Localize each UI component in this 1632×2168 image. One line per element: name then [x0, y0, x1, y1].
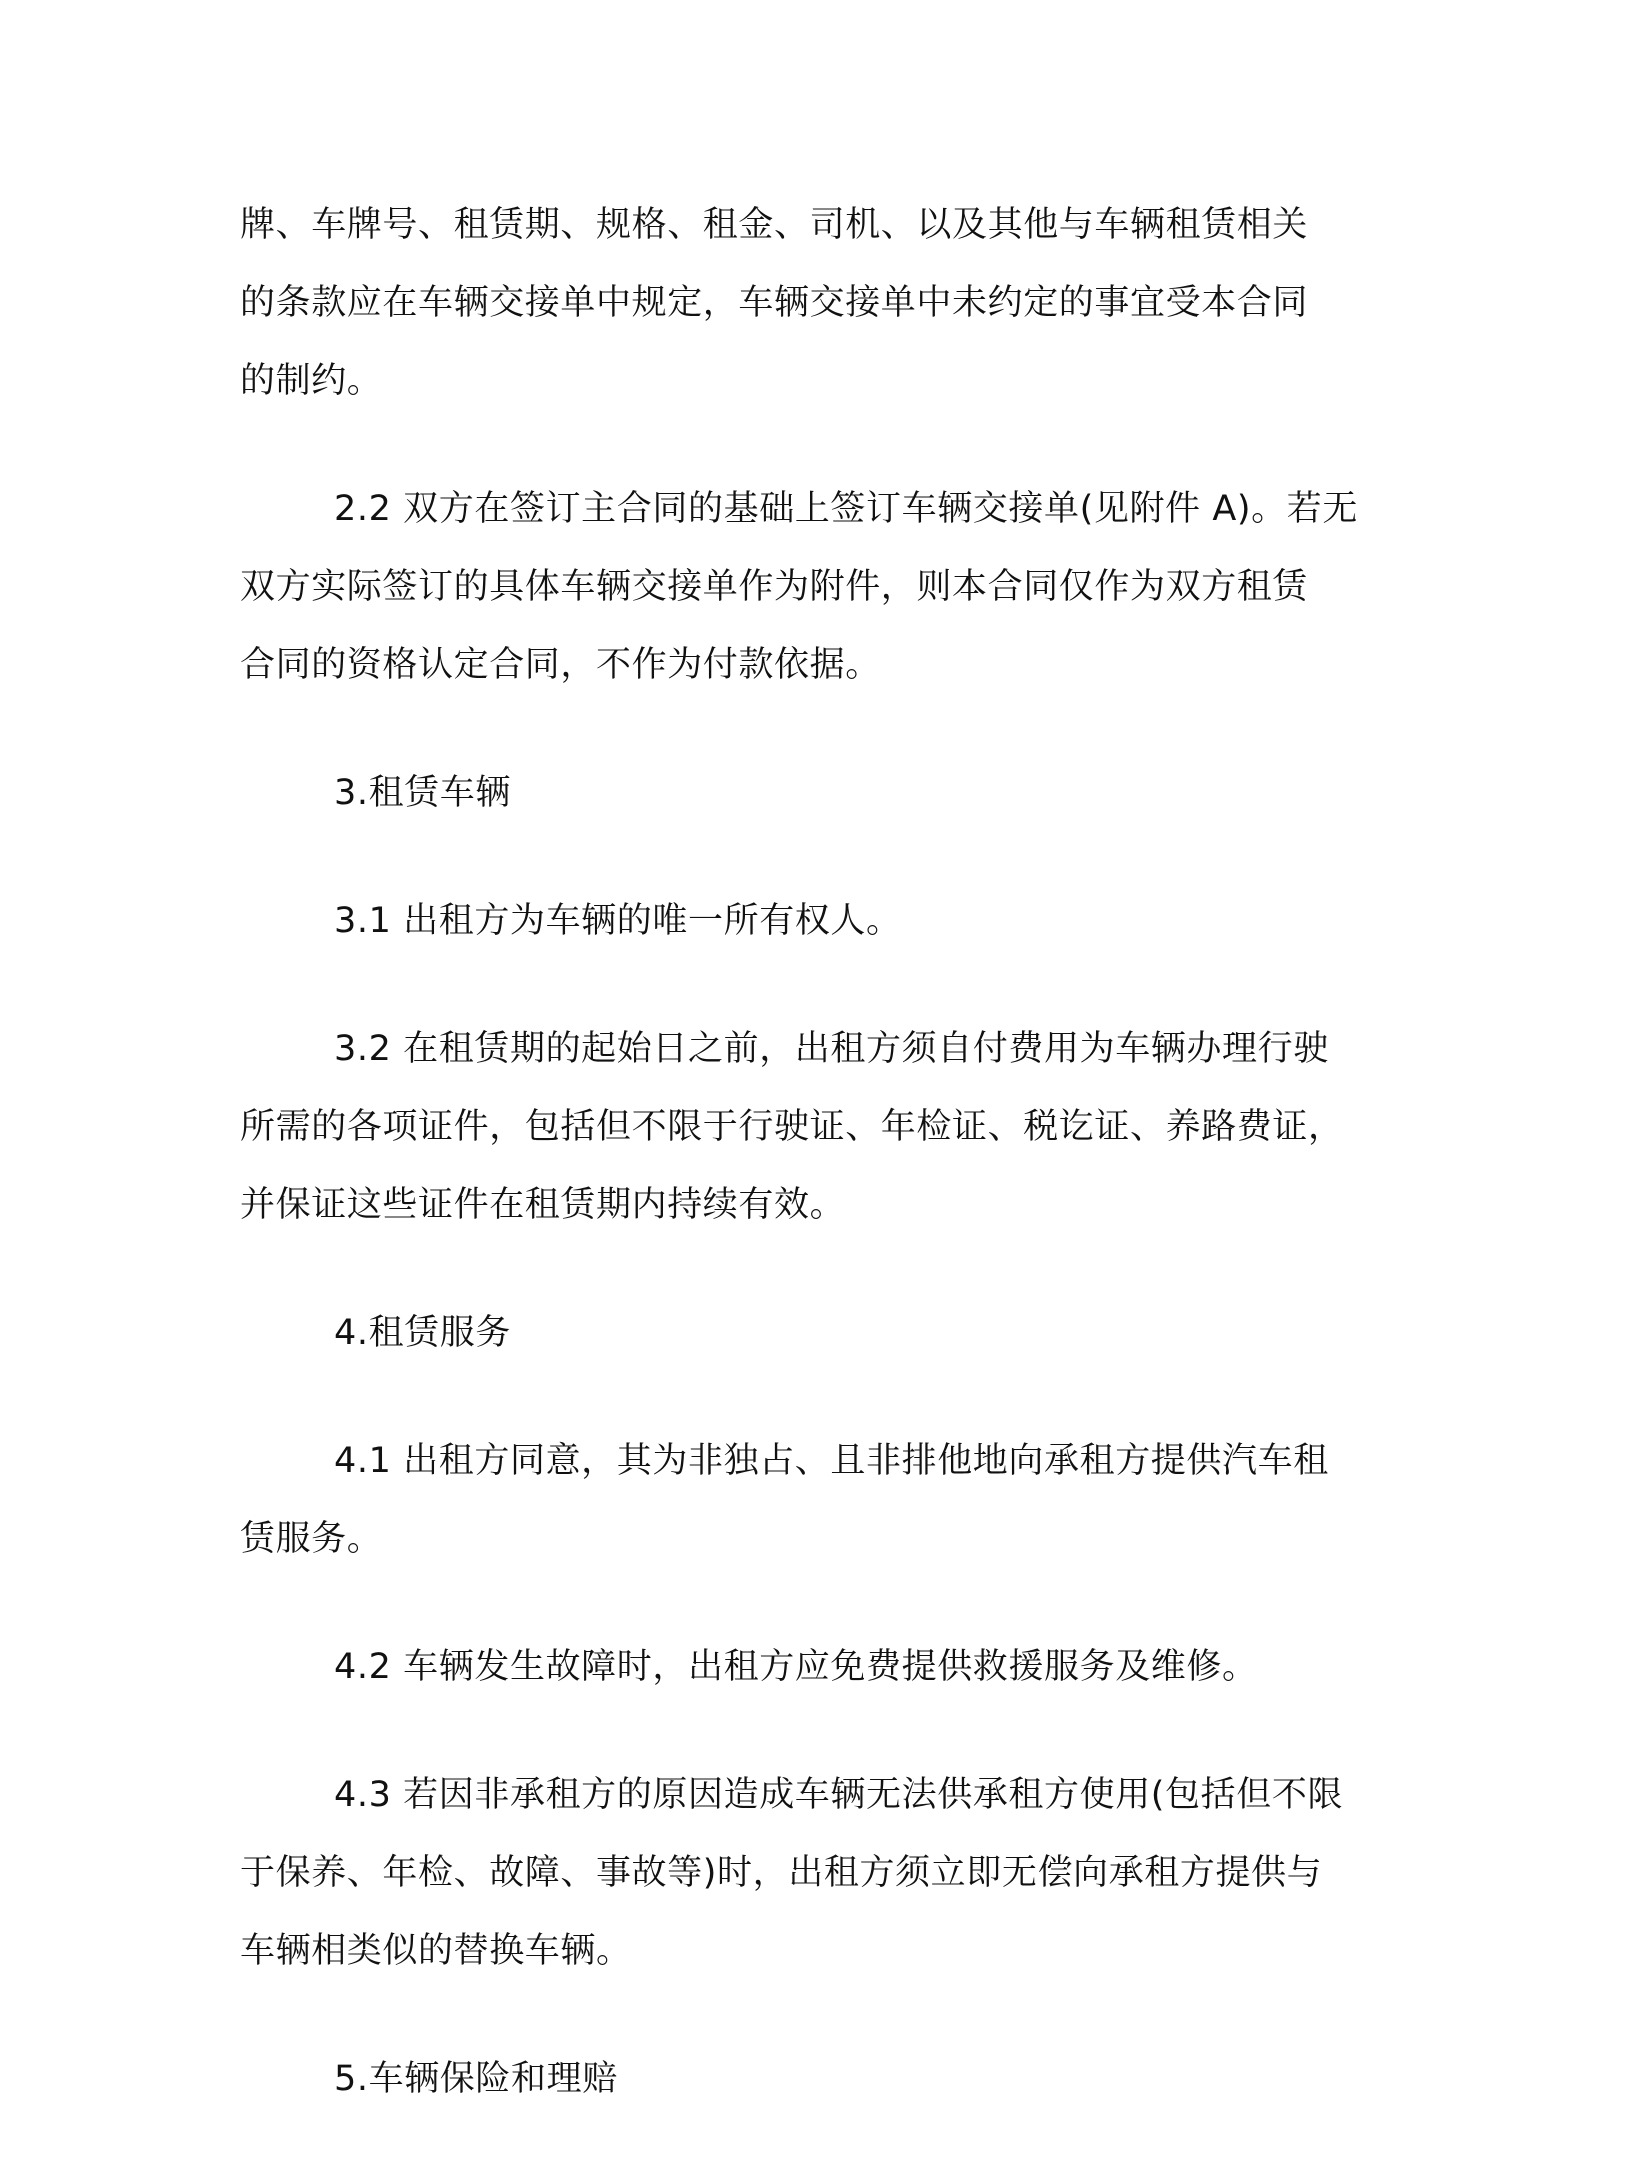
document-body — [240, 186, 1390, 2168]
paragraph-clause-4-1 — [240, 1422, 1390, 1578]
text-line: 4.3 若因非承租方的原因造成车辆无法供承租方使用(包括但不限 — [334, 1775, 1344, 1815]
text-line: 车辆相类似的替换车辆。 — [240, 1931, 632, 1971]
text-line: 的制约。 — [240, 361, 383, 401]
text-line: 3.租赁车辆 — [334, 773, 511, 813]
paragraph-clause-3-1 — [240, 882, 1390, 960]
text-line: 4.2 车辆发生故障时，出租方应免费提供救援服务及维修。 — [334, 1647, 1258, 1687]
paragraph-clause-3-2 — [240, 1010, 1390, 1244]
text-line: 合同的资格认定合同，不作为付款依据。 — [240, 645, 881, 685]
text-line: 并保证这些证件在租赁期内持续有效。 — [240, 1185, 846, 1225]
section-heading-4 — [240, 1294, 1390, 1372]
section-heading-5 — [240, 2040, 1390, 2118]
text-line: 的条款应在车辆交接单中规定，车辆交接单中未约定的事宜受本合同 — [240, 283, 1309, 323]
text-line: 所需的各项证件，包括但不限于行驶证、年检证、税讫证、养路费证， — [240, 1107, 1344, 1147]
paragraph-vehicle-terms — [240, 186, 1390, 420]
paragraph-clause-4-3 — [240, 1756, 1390, 1990]
text-line: 2.2 双方在签订主合同的基础上签订车辆交接单(见附件 A)。若无 — [334, 489, 1358, 529]
paragraph-clause-2-2 — [240, 470, 1390, 704]
section-heading-3 — [240, 754, 1390, 832]
text-line: 4.租赁服务 — [334, 1313, 511, 1353]
paragraph-clause-4-2 — [240, 1628, 1390, 1706]
text-line: 3.1 出租方为车辆的唯一所有权人。 — [334, 901, 902, 941]
text-line: 3.2 在租赁期的起始日之前，出租方须自付费用为车辆办理行驶 — [334, 1029, 1329, 1069]
text-line: 牌、车牌号、租赁期、规格、租金、司机、以及其他与车辆租赁相关 — [240, 205, 1309, 245]
text-line: 4.1 出租方同意，其为非独占、且非排他地向承租方提供汽车租 — [334, 1441, 1329, 1481]
text-line: 双方实际签订的具体车辆交接单作为附件，则本合同仅作为双方租赁 — [240, 567, 1309, 607]
text-line: 于保养、年检、故障、事故等)时，出租方须立即无偿向承租方提供与 — [240, 1853, 1323, 1893]
text-line: 5.车辆保险和理赔 — [334, 2059, 618, 2099]
text-line: 赁服务。 — [240, 1519, 383, 1559]
